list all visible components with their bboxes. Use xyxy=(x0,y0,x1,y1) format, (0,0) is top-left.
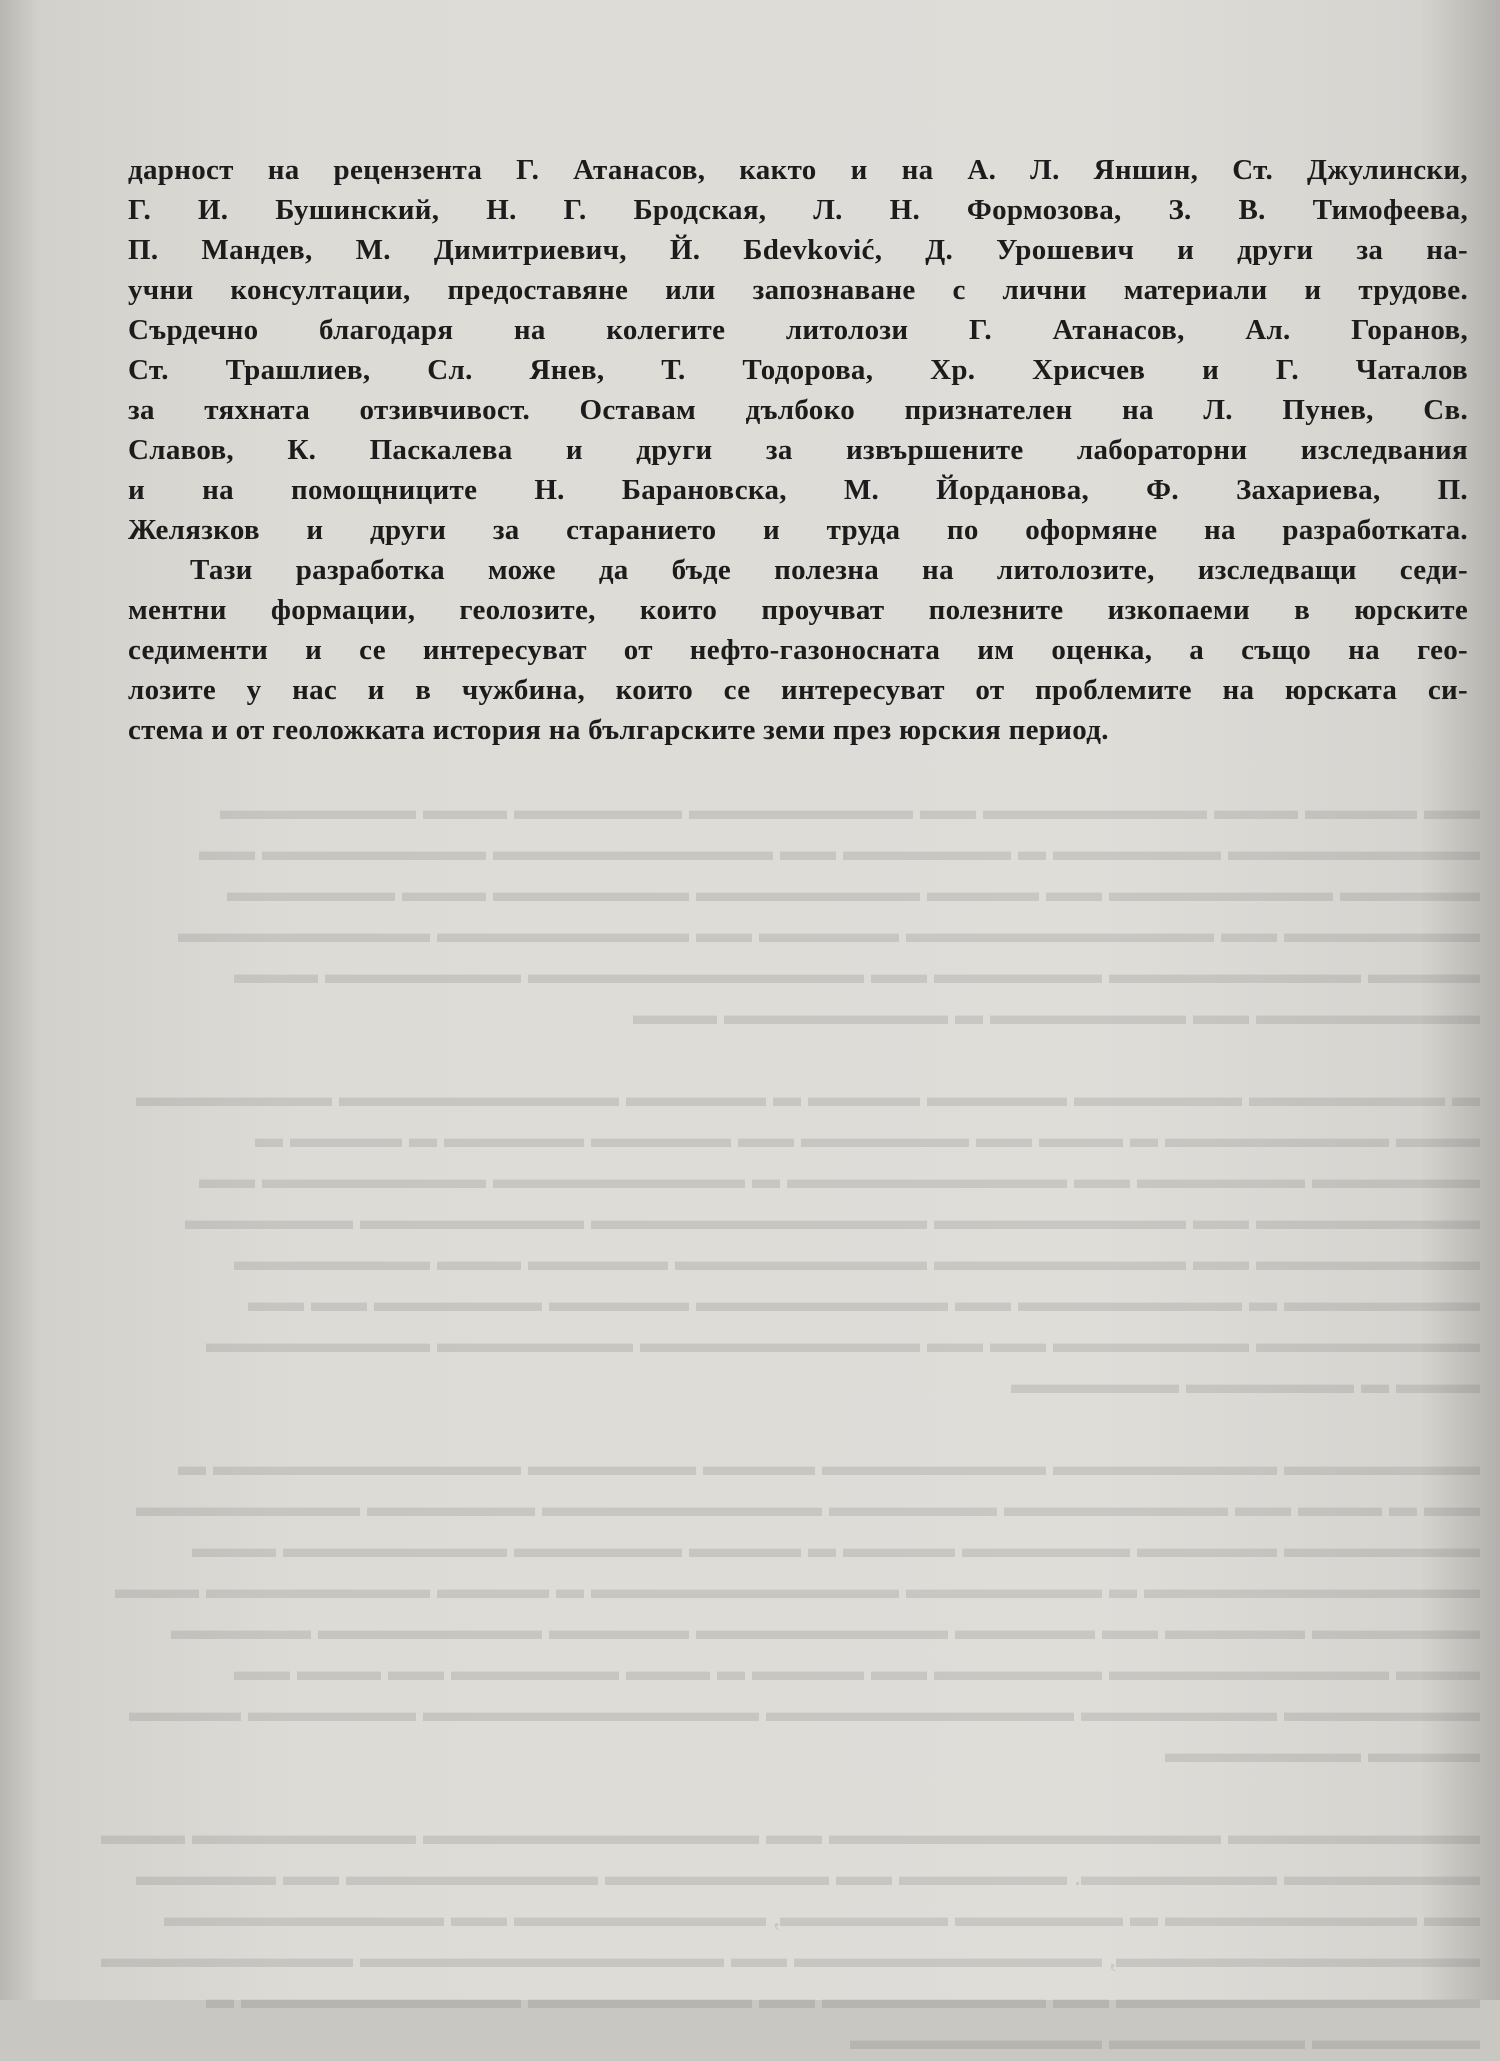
text-line: ментни формации, геолозите, които проучват полезните изкопаеми в юрските xyxy=(128,594,1468,626)
text-line: Г. И. Бушинский, Н. Г. Бродская, Л. Н. Формозова, З. В. Тимофеева, xyxy=(128,194,1468,226)
text-line: учни консултации, предоставяне или запознаване с лични материали и трудове. xyxy=(128,274,1468,306)
text-line: лозите у нас и в чужбина, които се интересуват от проблемите на юрската си- xyxy=(128,674,1468,706)
show-through-text: ▬▬ ▬▬▬▬ ▬▬▬ ▬▬▬▬▬▬▬▬ ▬▬ ▬▬▬▬▬▬▬▬ ▬▬▬▬▬▬ ▬▬▬ ▬▬▬▬▬▬▬ ▬▬▬▬▬▬▬▬▬ ▬▬▬▬▬▬ ▬ ▬▬▬▬▬▬ ▬▬ ▬▬▬▬▬▬▬▬▬▬ ▬▬▬▬▬▬▬▬ ▬▬ ▬▬▬▬▬ ▬▬▬▬▬▬▬▬ ▬▬ ▬▬▬▬ ▬▬▬▬▬▬▬▬ ▬▬▬▬▬▬▬ ▬▬▬ ▬▬▬▬▬▬ ▬▬▬▬▬▬▬ ▬▬ ▬▬▬▬▬▬▬▬▬▬▬ ▬▬▬▬▬ ▬▬ ▬▬▬▬▬▬▬▬▬ ▬▬▬▬▬▬▬▬▬ ▬▬▬▬ ▬▬▬▬▬▬▬▬▬ ▬▬▬▬▬▬ ▬▬ ▬▬▬▬▬▬▬▬▬▬▬▬ ▬▬▬▬▬▬▬ ▬▬▬ ▬▬▬▬▬▬▬▬ ▬▬ ▬▬▬▬▬▬▬ ▬ ▬▬▬▬▬▬▬▬ ▬▬▬ ▬ ▬▬▬▬▬▬▬ ▬▬▬▬▬▬ ▬▬▬▬▬ ▬▬▬▬ ▬ ▬▬▬▬▬ ▬▬▬▬▬▬▬▬▬▬ ▬▬▬▬▬▬▬ ▬▬▬ ▬▬▬▬▬▬▬▬ ▬ ▬▬▬ ▬▬ ▬▬▬▬▬▬ ▬▬ ▬▬▬▬▬ ▬▬▬▬▬ ▬ ▬▬▬▬ ▬ ▬▬▬▬▬▬ ▬▬▬▬▬▬ ▬▬ ▬▬▬▬▬▬▬▬▬▬ ▬ ▬▬▬▬▬▬▬▬▬ ▬▬▬▬▬▬▬▬ ▬▬ ▬▬▬▬▬▬▬▬ ▬▬ ▬▬▬▬▬▬▬▬▬ ▬▬▬▬▬▬▬▬▬▬▬▬ ▬▬▬▬▬▬▬▬ ▬▬▬▬▬▬ ▬▬▬▬▬▬▬▬ ▬▬ ▬▬▬▬▬▬▬▬▬ ▬▬▬▬▬▬▬▬▬ ▬▬▬▬▬ ▬▬▬ ▬▬▬▬▬▬▬ ▬▬▬▬▬▬▬ ▬ ▬▬▬▬▬▬▬▬ ▬▬ ▬▬▬▬▬▬▬▬▬ ▬▬▬▬▬ ▬▬▬▬▬▬ ▬▬ ▬▬ ▬▬▬▬▬▬▬▬ ▬▬▬▬▬▬▬ ▬▬ ▬▬ ▬▬▬▬▬▬▬▬▬▬ ▬▬▬▬▬▬▬ ▬▬▬▬▬▬▬▬ ▬▬▬ ▬ ▬▬▬▬▬▬ ▬▬▬▬▬▬ ▬▬▬▬▬▬▬ ▬▬▬▬▬▬▬▬ ▬▬▬▬▬▬▬▬ ▬▬▬▬ ▬▬▬▬▬▬ ▬▬▬▬▬▬▬▬▬▬▬ ▬ ▬▬ ▬ ▬▬▬ ▬▬ ▬▬▬▬▬▬▬▬ ▬▬▬▬▬▬ ▬▬▬▬▬▬▬▬▬▬ ▬▬▬▬▬▬ ▬▬▬▬▬▬▬▬ ▬▬▬▬▬▬▬ ▬▬▬▬▬ ▬▬▬▬▬▬ ▬▬▬▬ ▬ ▬▬▬▬ ▬▬▬▬▬▬ ▬▬▬▬▬▬▬▬ ▬▬▬ ▬▬▬▬▬▬▬▬▬▬▬▬ ▬ ▬▬▬▬▬▬▬ ▬▬▬▬▬▬▬▬▬▬▬ ▬ ▬▬▬▬ ▬▬▬▬▬▬▬▬ ▬▬▬ ▬▬▬▬▬▬ ▬▬▬▬▬ ▬▬ ▬▬▬▬▬ ▬▬▬▬▬▬▬▬▬ ▬▬▬▬▬ ▬▬▬▬▬▬▬▬ ▬▬▬▬▬ ▬▬▬ ▬▬▬▬▬▬▬▬▬▬ ▬▬▬▬▬▬ ▬▬ ▬▬▬▬ ▬ ▬▬▬ ▬▬▬▬▬▬ ▬▬ ▬▬▬ ▬▬ ▬▬▬▬▬▬▬ ▬▬▬▬▬▬▬ ▬▬▬▬▬▬▬▬▬▬▬ ▬▬▬▬▬▬▬▬▬▬▬▬ ▬▬▬▬▬▬ ▬▬▬▬ ▬▬▬▬ ▬▬▬▬▬▬▬ ▬▬▬▬▬▬▬▬▬ ▬▬▬▬▬▬▬▬▬▬▬▬▬▬ ▬▬ ▬▬▬▬▬▬▬▬▬▬▬▬ ▬▬▬▬▬▬▬▬ ▬▬▬ ▬▬▬▬▬▬▬ ▬▬▬▬▬▬▬. ▬▬▬▬▬▬ ▬▬ ▬▬▬▬▬▬▬▬ ▬▬▬▬▬▬▬▬▬ ▬▬ ▬▬▬▬▬ ▬▬ ▬▬▬▬▬▬▬▬▬ ▬ ▬▬▬▬▬▬ ▬▬▬▬▬▬, ▬▬▬▬▬▬▬▬▬ ▬▬ ▬▬▬▬▬▬▬▬▬▬ ▬▬▬▬▬▬▬▬▬▬▬▬▬, ▬▬▬▬▬▬▬▬▬▬▬ ▬▬ ▬▬▬▬▬▬▬▬▬▬▬▬▬ ▬▬▬▬▬▬▬▬▬ ▬▬▬▬▬▬▬▬▬▬▬▬▬ ▬▬ ▬▬▬▬▬▬▬▬ ▬▬ ▬▬▬▬▬▬▬▬ ▬▬▬▬▬▬▬▬▬▬ ▬ ▬▬▬▬▬▬ ▬▬▬▬▬▬▬ ▬▬▬▬▬▬▬▬▬ xyxy=(101,795,1480,2056)
text-line: дарност на рецензента Г. Атанасов, както и на А. Л. Яншин, Ст. Джулински, xyxy=(128,154,1468,186)
text-line: Тази разработка може да бъде полезна на литолозите, изследващи седи- xyxy=(190,554,1468,586)
text-line: Ст. Трашлиев, Сл. Янев, Т. Тодорова, Хр. Хрисчев и Г. Чаталов xyxy=(128,354,1468,386)
paragraph-text xyxy=(128,150,1468,750)
text-line: стема и от геоложката история на българските земи през юрския период. xyxy=(128,714,1109,746)
text-line: Желязков и други за старанието и труда по оформяне на разработката. xyxy=(128,514,1468,546)
text-line: Славов, К. Паскалева и други за извършените лабораторни изследвания xyxy=(128,434,1468,466)
text-line: Сърдечно благодаря на колегите литолози Г. Атанасов, Ал. Горанов, xyxy=(128,314,1468,346)
text-line: седименти и се интересуват от нефто-газоносната им оценка, а също на гео- xyxy=(128,634,1468,666)
text-line: и на помощниците Н. Барановска, М. Йорданова, Ф. Захариева, П. xyxy=(128,474,1468,506)
text-line: П. Мандев, М. Димитриевич, Й. Бdevković, Д. Урошевич и други за на- xyxy=(128,234,1468,266)
text-line: за тяхната отзивчивост. Оставам дълбоко признателен на Л. Пунев, Св. xyxy=(128,394,1468,426)
